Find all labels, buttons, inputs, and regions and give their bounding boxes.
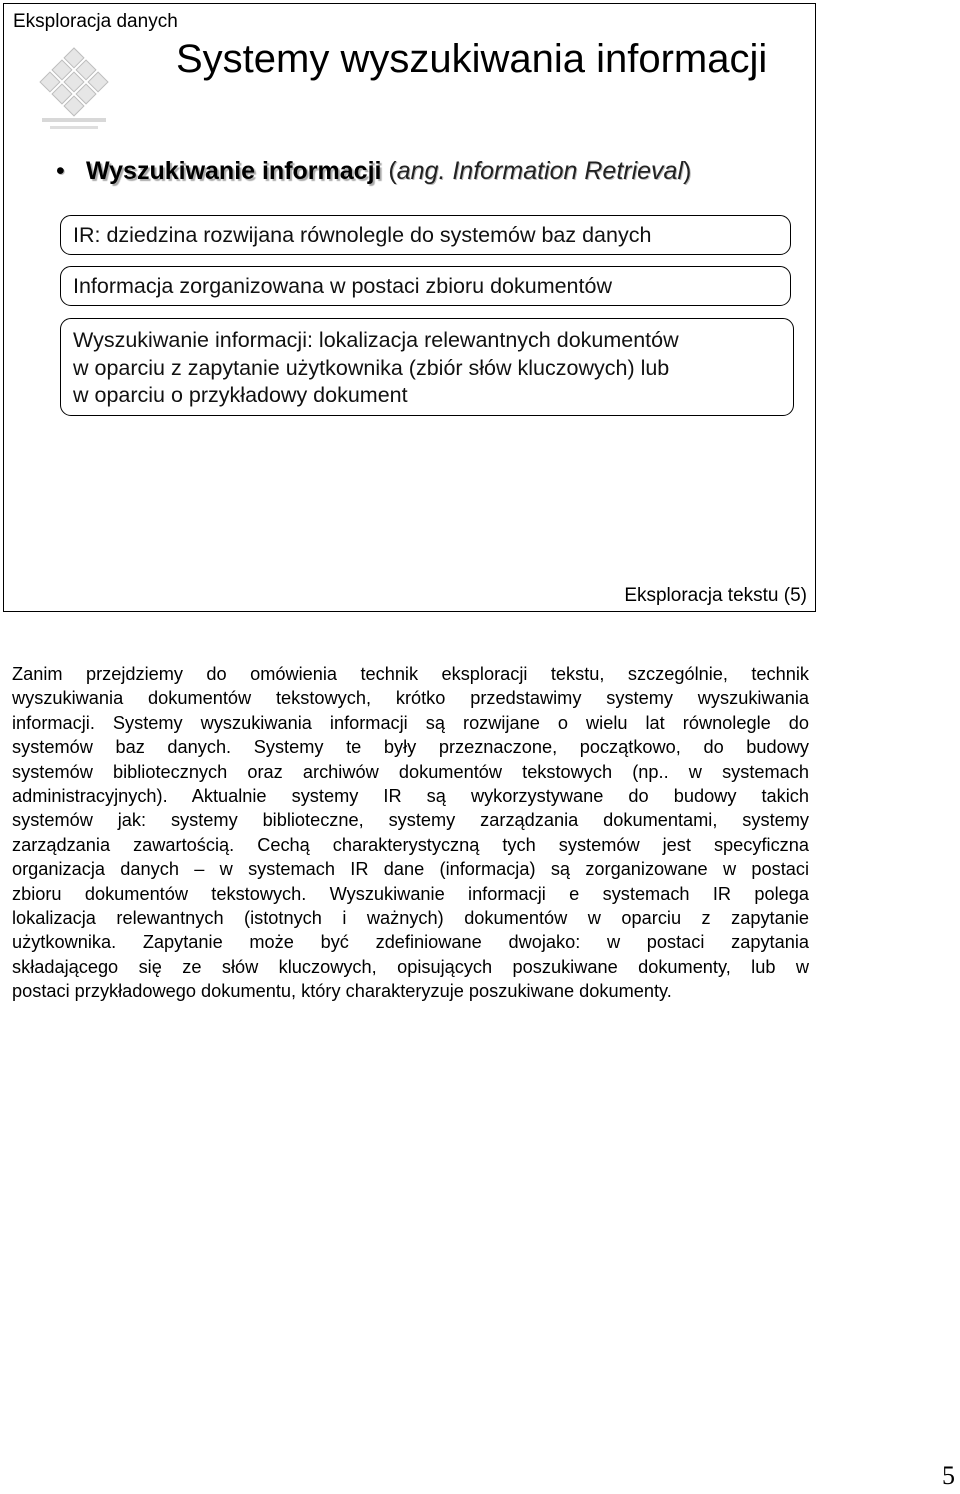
paragraph-line: postaci przykładowego dokumentu, który charakteryzuje poszukiwane dokumenty. <box>12 981 672 1002</box>
box-line: w oparciu o przykładowy dokument <box>73 383 408 407</box>
paragraph-line: systemów baz danych. Systemy te były przeznaczone, początkowo, do budowy <box>12 737 809 758</box>
paragraph-line: wyszukiwania dokumentów tekstowych, krótko przedstawimy systemy wyszukiwania <box>12 688 809 709</box>
paragraph-line: administracyjnych). Aktualnie systemy IR są wykorzystywane do budowy takich <box>12 785 809 806</box>
bullet-english-term: ang. Information Retrieval <box>396 157 684 185</box>
grid-logo-icon <box>24 34 124 134</box>
info-box-ir-definition: IR: dziedzina rozwijana równolegle do systemów baz danych <box>60 215 791 255</box>
info-box-retrieval-description <box>60 318 794 416</box>
paragraph-line: systemów bibliotecznych oraz archiwów dokumentów tekstowych (np.. w systemach <box>12 761 809 782</box>
paragraph-line: organizacja danych – w systemach IR dane (informacja) są zorganizowane w postaci <box>12 859 809 880</box>
body-paragraph <box>12 662 809 1003</box>
info-box-document-collection: Informacja zorganizowana w postaci zbioru dokumentów <box>60 266 791 306</box>
bullet-paren-open: ( <box>381 157 397 185</box>
bullet-marker: • <box>56 157 65 185</box>
bullet-item <box>56 157 691 186</box>
paragraph-line: lokalizacja relewantnych (istotnych i ważnych) dokumentów w oparciu z zapytanie <box>12 907 809 928</box>
box-line: w oparciu z zapytanie użytkownika (zbiór słów kluczowych) lub <box>73 355 670 380</box>
paragraph-line: systemów jak: systemy biblioteczne, systemy zarządzania dokumentami, systemy <box>12 810 809 831</box>
paragraph-line: informacji. Systemy wyszukiwania informacji są rozwijane o wielu lat równolegle do <box>12 712 809 733</box>
slide-title: Systemy wyszukiwania informacji <box>176 37 768 81</box>
paragraph-line: składającego się ze słów kluczowych, opisujących poszukiwane dokumenty, lub w <box>12 956 809 977</box>
paragraph-line: użytkownika. Zapytanie może być zdefiniowane dwojako: w postaci zapytania <box>12 932 809 953</box>
paragraph-line: zbioru dokumentów tekstowych. Wyszukiwanie informacji e systemach IR polega <box>12 883 809 904</box>
box-line: Wyszukiwanie informacji: lokalizacja relewantnych dokumentów <box>73 328 679 352</box>
bullet-paren-close: ) <box>683 157 692 185</box>
bullet-strong-text: Wyszukiwanie informacji <box>86 157 382 185</box>
paragraph-line: zarządzania zawartością. Cechą charakterystyczną tych systemów jest specyficzna <box>12 834 809 855</box>
slide-footer: Eksploracja tekstu (5) <box>624 585 807 606</box>
slide-header-label: Eksploracja danych <box>13 11 178 32</box>
slide-frame <box>3 3 816 612</box>
paragraph-line: Zanim przejdziemy do omówienia technik eksploracji tekstu, szczególnie, technik <box>12 664 809 684</box>
page-number: 5 <box>942 1461 955 1490</box>
